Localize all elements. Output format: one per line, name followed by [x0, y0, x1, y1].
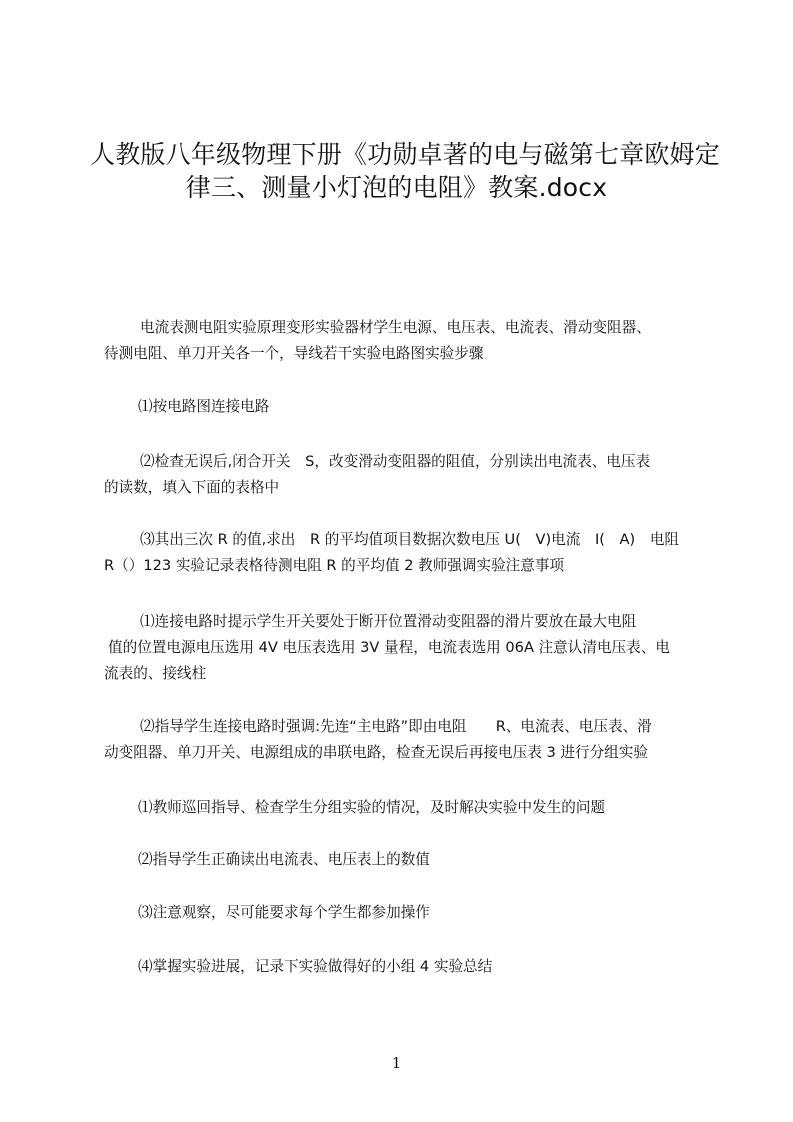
paragraph-line: ⑵指导学生连接电路时强调:先连“主电路”即由电阻 R、电流表、电压表、滑	[140, 718, 652, 735]
paragraph-line: ⑶其出三次 R 的值,求出 R 的平均值项目数据次数电压 U( V)电流 I( A) 电阻	[140, 531, 680, 548]
paragraph-line: ⑵检查无误后,闭合开关 S，改变滑动变阻器的阻值，分别读出电流表、电压表	[140, 453, 651, 470]
paragraph-line: 流表的、接线柱	[104, 665, 207, 682]
document-title	[90, 138, 721, 204]
paragraph-line: R（）123 实验记录表格待测电阻 R 的平均值 2 教师强调实验注意事项	[104, 557, 565, 574]
paragraph-line: ⑴教师巡回指导、检查学生分组实验的情况，及时解决实验中发生的问题	[138, 799, 606, 816]
paragraph-line: ⑴按电路图连接电路	[138, 398, 270, 415]
title-line: 人教版八年级物理下册《功勋卓著的电与磁第七章欧姆定	[90, 140, 721, 169]
paragraph-step-1	[138, 394, 738, 420]
paragraph-line: ⑷掌握实验进展，记录下实验做得好的小组 4 实验总结	[138, 958, 493, 975]
paragraph-line: ⑴连接电路时提示学生开关要处于断开位置滑动变阻器的滑片要放在最大电阻	[140, 613, 637, 630]
paragraph-group-2	[138, 847, 738, 873]
page-number: 1	[391, 1054, 402, 1072]
paragraph-step-3	[104, 527, 704, 579]
paragraph-line: 电流表测电阻实验原理变形实验器材学生电源、电压表、电流表、滑动变阻器、	[140, 319, 651, 336]
title-line: 律三、测量小灯泡的电阻》教案.docx	[185, 173, 608, 202]
paragraph-line: 动变阻器、单刀开关、电源组成的串联电路，检查无误后再接电压表 3 进行分组实验	[104, 744, 648, 761]
paragraph-line: ⑶注意观察，尽可能要求每个学生都参加操作	[138, 904, 430, 921]
paragraph-line: 的读数，填入下面的表格中	[104, 479, 280, 496]
paragraph-materials	[104, 315, 704, 367]
paragraph-line: ⑵指导学生正确读出电流表、电压表上的数值	[138, 851, 430, 868]
paragraph-group-3	[138, 900, 738, 926]
paragraph-line: 值的位置电源电压选用 4V 电压表选用 3V 量程，电流表选用 06A 注意认清电压表、电	[108, 639, 670, 656]
paragraph-step-2	[104, 449, 704, 501]
paragraph-group-4	[138, 954, 738, 980]
paragraph-line: 待测电阻、单刀开关各一个，导线若干实验电路图实验步骤	[104, 345, 484, 362]
paragraph-notice-1	[104, 609, 704, 687]
paragraph-notice-2	[104, 714, 704, 766]
paragraph-group-1	[138, 795, 738, 821]
